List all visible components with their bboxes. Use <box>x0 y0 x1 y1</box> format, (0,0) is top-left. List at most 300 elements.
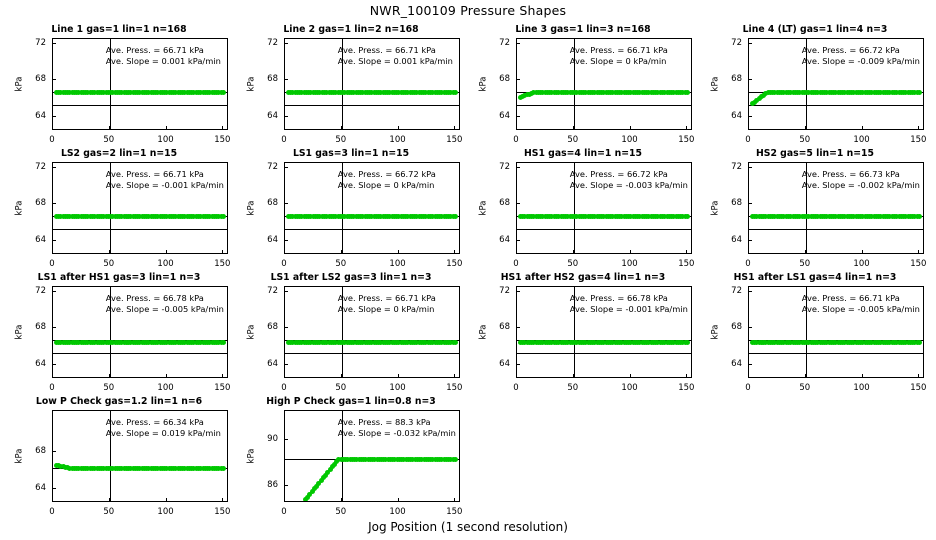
x-tick-mark <box>341 374 342 378</box>
data-point <box>221 214 226 219</box>
plot-area <box>284 286 460 378</box>
x-tick-label: 50 <box>103 135 115 145</box>
y-tick-mark <box>516 240 520 241</box>
x-tick-label: 100 <box>157 507 174 517</box>
x-tick-label: 150 <box>446 135 463 145</box>
y-tick-mark <box>284 240 288 241</box>
panel-ylabel: kPa <box>478 76 489 92</box>
y-tick-label: 68 <box>731 322 742 333</box>
y-tick-label: 68 <box>499 74 510 85</box>
ave-slope-annotation: Ave. Slope = -0.001 kPa/min <box>569 304 688 314</box>
ave-pressure-annotation: Ave. Press. = 66.78 kPa <box>569 293 668 303</box>
y-tick-label: 64 <box>267 235 278 246</box>
x-tick-label: 150 <box>910 383 927 393</box>
x-tick-label: 150 <box>910 259 927 269</box>
x-tick-mark <box>630 250 631 254</box>
y-tick-mark <box>52 327 56 328</box>
panel-ylabel: kPa <box>246 200 257 216</box>
reference-hline <box>53 229 227 230</box>
x-tick-mark <box>166 126 167 130</box>
x-tick-label: 0 <box>513 383 519 393</box>
x-tick-mark <box>398 498 399 502</box>
x-tick-mark <box>166 374 167 378</box>
data-point <box>221 340 226 345</box>
panel-ylabel: kPa <box>478 200 489 216</box>
x-tick-label: 150 <box>446 259 463 269</box>
y-tick-mark <box>284 167 288 168</box>
y-tick-mark <box>516 43 520 44</box>
x-tick-label: 0 <box>49 259 55 269</box>
data-point <box>453 340 458 345</box>
chart-panel <box>8 272 230 396</box>
data-point <box>221 466 226 471</box>
x-tick-label: 50 <box>335 135 347 145</box>
x-tick-mark <box>52 498 53 502</box>
data-point <box>685 90 690 95</box>
ave-pressure-annotation: Ave. Press. = 66.71 kPa <box>337 293 436 303</box>
y-tick-mark <box>516 116 520 117</box>
ave-pressure-annotation: Ave. Press. = 66.71 kPa <box>105 169 204 179</box>
y-tick-label: 72 <box>731 37 742 48</box>
x-tick-mark <box>630 374 631 378</box>
data-point <box>917 90 922 95</box>
ave-pressure-annotation: Ave. Press. = 66.73 kPa <box>801 169 900 179</box>
y-tick-mark <box>52 240 56 241</box>
x-tick-mark <box>454 126 455 130</box>
x-tick-label: 100 <box>389 259 406 269</box>
plot-area <box>284 162 460 254</box>
ave-pressure-annotation: Ave. Press. = 66.72 kPa <box>801 45 900 55</box>
data-point <box>685 340 690 345</box>
x-tick-mark <box>398 250 399 254</box>
y-tick-label: 68 <box>35 198 46 209</box>
y-tick-mark <box>284 439 288 440</box>
y-tick-mark <box>284 116 288 117</box>
x-tick-mark <box>454 250 455 254</box>
y-tick-label: 64 <box>267 111 278 122</box>
x-tick-label: 100 <box>621 135 638 145</box>
x-tick-label: 0 <box>745 259 751 269</box>
y-tick-label: 68 <box>35 74 46 85</box>
y-tick-mark <box>748 79 752 80</box>
y-tick-label: 68 <box>731 198 742 209</box>
x-tick-label: 150 <box>910 135 927 145</box>
y-tick-label: 68 <box>499 198 510 209</box>
x-tick-label: 150 <box>446 383 463 393</box>
y-tick-mark <box>52 116 56 117</box>
y-tick-label: 86 <box>267 479 278 490</box>
ave-slope-annotation: Ave. Slope = 0 kPa/min <box>337 180 435 190</box>
ave-slope-annotation: Ave. Slope = 0 kPa/min <box>569 56 667 66</box>
chart-panel <box>240 272 462 396</box>
plot-area <box>284 410 460 502</box>
y-tick-label: 68 <box>267 198 278 209</box>
y-tick-label: 64 <box>35 235 46 246</box>
panel-title: LS1 gas=3 lin=1 n=15 <box>292 148 410 159</box>
plot-area <box>516 286 692 378</box>
y-tick-label: 64 <box>731 111 742 122</box>
reference-hline <box>749 229 923 230</box>
y-tick-label: 72 <box>731 161 742 172</box>
x-tick-label: 50 <box>103 259 115 269</box>
data-point <box>453 214 458 219</box>
y-tick-mark <box>52 451 56 452</box>
x-tick-label: 150 <box>446 507 463 517</box>
panel-title: HS1 after LS1 gas=4 lin=1 n=3 <box>733 272 897 283</box>
ave-slope-annotation: Ave. Slope = -0.001 kPa/min <box>105 180 224 190</box>
chart-panel <box>704 24 926 148</box>
data-point <box>917 340 922 345</box>
ave-pressure-annotation: Ave. Press. = 66.72 kPa <box>337 169 436 179</box>
reference-hline <box>285 105 459 106</box>
x-tick-label: 0 <box>281 383 287 393</box>
y-tick-label: 64 <box>499 359 510 370</box>
x-tick-mark <box>52 374 53 378</box>
figure-xlabel: Jog Position (1 second resolution) <box>368 520 568 534</box>
x-tick-mark <box>284 498 285 502</box>
x-tick-mark <box>918 374 919 378</box>
x-tick-mark <box>284 250 285 254</box>
y-tick-label: 72 <box>35 161 46 172</box>
reference-hline <box>749 105 923 106</box>
chart-panel <box>240 24 462 148</box>
panel-ylabel: kPa <box>14 76 25 92</box>
x-tick-label: 100 <box>157 135 174 145</box>
x-tick-label: 100 <box>853 135 870 145</box>
y-tick-label: 64 <box>731 235 742 246</box>
y-tick-mark <box>748 116 752 117</box>
reference-hline <box>53 353 227 354</box>
x-tick-label: 150 <box>214 135 231 145</box>
ave-pressure-annotation: Ave. Press. = 66.71 kPa <box>105 45 204 55</box>
data-point <box>917 214 922 219</box>
reference-hline <box>517 105 691 106</box>
data-point <box>685 214 690 219</box>
x-tick-mark <box>748 374 749 378</box>
y-tick-mark <box>52 79 56 80</box>
panel-title: LS1 after HS1 gas=3 lin=1 n=3 <box>37 272 201 283</box>
panel-title: Low P Check gas=1.2 lin=1 n=6 <box>35 396 203 407</box>
y-tick-label: 68 <box>499 322 510 333</box>
y-tick-mark <box>748 43 752 44</box>
x-tick-mark <box>748 126 749 130</box>
x-tick-mark <box>398 374 399 378</box>
x-tick-mark <box>573 374 574 378</box>
x-tick-mark <box>284 126 285 130</box>
x-tick-mark <box>222 498 223 502</box>
panel-title: HS1 gas=4 lin=1 n=15 <box>524 148 642 159</box>
y-tick-label: 72 <box>35 37 46 48</box>
panel-title: HS2 gas=5 lin=1 n=15 <box>756 148 874 159</box>
x-tick-mark <box>862 250 863 254</box>
panel-title: Line 1 gas=1 lin=1 n=168 <box>51 24 187 35</box>
y-tick-mark <box>284 79 288 80</box>
y-tick-mark <box>284 364 288 365</box>
reference-hline <box>285 353 459 354</box>
x-tick-mark <box>918 126 919 130</box>
x-tick-mark <box>862 126 863 130</box>
x-tick-mark <box>109 498 110 502</box>
reference-hline <box>517 229 691 230</box>
x-tick-mark <box>805 374 806 378</box>
y-tick-mark <box>52 43 56 44</box>
panel-title: LS1 after LS2 gas=3 lin=1 n=3 <box>270 272 432 283</box>
ave-pressure-annotation: Ave. Press. = 66.71 kPa <box>337 45 436 55</box>
x-tick-mark <box>686 250 687 254</box>
x-tick-label: 100 <box>621 383 638 393</box>
x-tick-mark <box>454 374 455 378</box>
y-tick-mark <box>52 488 56 489</box>
x-tick-mark <box>862 374 863 378</box>
y-tick-label: 72 <box>499 37 510 48</box>
x-tick-label: 50 <box>799 259 811 269</box>
reference-hline <box>53 105 227 106</box>
x-tick-mark <box>516 126 517 130</box>
panel-ylabel: kPa <box>14 200 25 216</box>
y-tick-mark <box>748 167 752 168</box>
y-tick-label: 90 <box>267 433 278 444</box>
x-tick-mark <box>52 250 53 254</box>
y-tick-mark <box>516 364 520 365</box>
x-tick-label: 100 <box>389 135 406 145</box>
y-tick-label: 68 <box>731 74 742 85</box>
panel-title: Line 3 gas=1 lin=3 n=168 <box>515 24 651 35</box>
chart-panel <box>240 396 462 520</box>
panel-ylabel: kPa <box>710 324 721 340</box>
chart-panel <box>472 148 694 272</box>
x-tick-label: 50 <box>799 383 811 393</box>
y-tick-mark <box>284 485 288 486</box>
x-tick-mark <box>630 126 631 130</box>
x-tick-label: 0 <box>281 259 287 269</box>
x-tick-label: 100 <box>157 259 174 269</box>
ave-pressure-annotation: Ave. Press. = 66.78 kPa <box>105 293 204 303</box>
x-tick-label: 0 <box>745 135 751 145</box>
ave-pressure-annotation: Ave. Press. = 66.71 kPa <box>801 293 900 303</box>
ave-slope-annotation: Ave. Slope = 0.019 kPa/min <box>105 428 221 438</box>
x-tick-label: 0 <box>49 507 55 517</box>
plot-area <box>52 286 228 378</box>
panel-title: LS2 gas=2 lin=1 n=15 <box>60 148 178 159</box>
y-tick-mark <box>284 291 288 292</box>
x-tick-mark <box>109 374 110 378</box>
x-tick-mark <box>918 250 919 254</box>
panel-title: Line 4 (LT) gas=1 lin=4 n=3 <box>742 24 888 35</box>
x-tick-label: 50 <box>103 507 115 517</box>
x-tick-mark <box>341 126 342 130</box>
y-tick-label: 72 <box>35 285 46 296</box>
plot-area <box>516 162 692 254</box>
reference-hline <box>517 353 691 354</box>
x-tick-label: 0 <box>49 383 55 393</box>
x-tick-label: 0 <box>745 383 751 393</box>
x-tick-mark <box>341 250 342 254</box>
y-tick-label: 72 <box>267 37 278 48</box>
x-tick-mark <box>805 126 806 130</box>
x-tick-mark <box>109 250 110 254</box>
x-tick-label: 150 <box>214 259 231 269</box>
chart-panel <box>240 148 462 272</box>
x-tick-mark <box>222 250 223 254</box>
y-tick-label: 72 <box>267 285 278 296</box>
reference-hline <box>285 229 459 230</box>
y-tick-label: 68 <box>267 322 278 333</box>
ave-slope-annotation: Ave. Slope = -0.005 kPa/min <box>801 304 920 314</box>
x-tick-label: 50 <box>335 259 347 269</box>
y-tick-mark <box>516 327 520 328</box>
ave-slope-annotation: Ave. Slope = -0.003 kPa/min <box>569 180 688 190</box>
x-tick-label: 50 <box>335 507 347 517</box>
panel-ylabel: kPa <box>478 324 489 340</box>
x-tick-label: 0 <box>281 507 287 517</box>
y-tick-mark <box>516 291 520 292</box>
x-tick-mark <box>109 126 110 130</box>
y-tick-mark <box>52 364 56 365</box>
panel-ylabel: kPa <box>710 76 721 92</box>
y-tick-label: 72 <box>267 161 278 172</box>
figure-title: NWR_100109 Pressure Shapes <box>369 3 567 18</box>
y-tick-label: 72 <box>499 161 510 172</box>
reference-hline <box>749 353 923 354</box>
x-tick-mark <box>748 250 749 254</box>
y-tick-label: 64 <box>267 359 278 370</box>
x-tick-label: 0 <box>513 135 519 145</box>
ave-slope-annotation: Ave. Slope = -0.032 kPa/min <box>337 428 456 438</box>
x-tick-label: 100 <box>621 259 638 269</box>
x-tick-label: 0 <box>513 259 519 269</box>
x-tick-mark <box>573 250 574 254</box>
y-tick-mark <box>284 203 288 204</box>
ave-slope-annotation: Ave. Slope = 0.001 kPa/min <box>105 56 221 66</box>
chart-panel <box>8 148 230 272</box>
y-tick-mark <box>748 327 752 328</box>
x-tick-label: 50 <box>103 383 115 393</box>
x-tick-label: 100 <box>853 383 870 393</box>
ave-slope-annotation: Ave. Slope = -0.005 kPa/min <box>105 304 224 314</box>
y-tick-label: 68 <box>35 446 46 457</box>
ave-slope-annotation: Ave. Slope = 0.001 kPa/min <box>337 56 453 66</box>
x-tick-mark <box>341 498 342 502</box>
chart-panel <box>704 272 926 396</box>
chart-panel <box>472 272 694 396</box>
x-tick-label: 50 <box>799 135 811 145</box>
plot-area <box>748 38 924 130</box>
y-tick-mark <box>516 167 520 168</box>
y-tick-label: 72 <box>731 285 742 296</box>
x-tick-label: 50 <box>567 259 579 269</box>
panel-ylabel: kPa <box>14 448 25 464</box>
y-tick-label: 68 <box>267 74 278 85</box>
y-tick-mark <box>516 203 520 204</box>
y-tick-label: 64 <box>35 359 46 370</box>
panel-title: High P Check gas=1 lin=0.8 n=3 <box>266 396 436 407</box>
x-tick-mark <box>52 126 53 130</box>
data-point <box>221 90 226 95</box>
x-tick-label: 100 <box>389 383 406 393</box>
y-tick-mark <box>284 43 288 44</box>
x-tick-label: 50 <box>567 383 579 393</box>
chart-panel <box>8 396 230 520</box>
chart-panel <box>472 24 694 148</box>
ave-slope-annotation: Ave. Slope = 0 kPa/min <box>337 304 435 314</box>
y-tick-label: 68 <box>35 322 46 333</box>
plot-area <box>284 38 460 130</box>
ave-pressure-annotation: Ave. Press. = 66.72 kPa <box>569 169 668 179</box>
chart-panel <box>8 24 230 148</box>
ave-pressure-annotation: Ave. Press. = 66.34 kPa <box>105 417 204 427</box>
panel-ylabel: kPa <box>246 448 257 464</box>
x-tick-mark <box>454 498 455 502</box>
y-tick-label: 72 <box>499 285 510 296</box>
x-tick-label: 50 <box>567 135 579 145</box>
plot-area <box>516 38 692 130</box>
plot-area <box>52 410 228 502</box>
y-tick-label: 64 <box>35 483 46 494</box>
x-tick-mark <box>686 126 687 130</box>
ave-pressure-annotation: Ave. Press. = 66.71 kPa <box>569 45 668 55</box>
x-tick-mark <box>222 126 223 130</box>
x-tick-label: 150 <box>214 507 231 517</box>
y-tick-mark <box>52 167 56 168</box>
y-tick-mark <box>748 203 752 204</box>
panel-ylabel: kPa <box>710 200 721 216</box>
y-tick-mark <box>52 203 56 204</box>
x-tick-label: 100 <box>853 259 870 269</box>
y-tick-mark <box>52 291 56 292</box>
x-tick-label: 0 <box>49 135 55 145</box>
y-tick-mark <box>748 291 752 292</box>
x-tick-label: 0 <box>281 135 287 145</box>
ave-slope-annotation: Ave. Slope = -0.009 kPa/min <box>801 56 920 66</box>
data-point <box>453 90 458 95</box>
x-tick-mark <box>284 374 285 378</box>
x-tick-mark <box>805 250 806 254</box>
x-tick-mark <box>166 498 167 502</box>
ave-slope-annotation: Ave. Slope = -0.002 kPa/min <box>801 180 920 190</box>
plot-area <box>52 162 228 254</box>
panel-ylabel: kPa <box>14 324 25 340</box>
x-tick-mark <box>398 126 399 130</box>
x-tick-mark <box>166 250 167 254</box>
ave-pressure-annotation: Ave. Press. = 88.3 kPa <box>337 417 431 427</box>
x-tick-mark <box>516 250 517 254</box>
panel-ylabel: kPa <box>246 324 257 340</box>
y-tick-mark <box>516 79 520 80</box>
y-tick-label: 64 <box>499 235 510 246</box>
y-tick-mark <box>748 240 752 241</box>
x-tick-label: 150 <box>214 383 231 393</box>
y-tick-mark <box>748 364 752 365</box>
y-tick-label: 64 <box>731 359 742 370</box>
chart-panel <box>704 148 926 272</box>
y-tick-label: 64 <box>499 111 510 122</box>
x-tick-label: 100 <box>157 383 174 393</box>
y-tick-label: 64 <box>35 111 46 122</box>
panel-title: Line 2 gas=1 lin=2 n=168 <box>283 24 419 35</box>
x-tick-label: 150 <box>678 383 695 393</box>
data-point <box>453 457 458 462</box>
panel-ylabel: kPa <box>246 76 257 92</box>
x-tick-mark <box>686 374 687 378</box>
x-tick-mark <box>573 126 574 130</box>
plot-area <box>748 286 924 378</box>
x-tick-label: 50 <box>335 383 347 393</box>
x-tick-label: 150 <box>678 135 695 145</box>
x-tick-label: 100 <box>389 507 406 517</box>
plot-area <box>748 162 924 254</box>
x-tick-label: 150 <box>678 259 695 269</box>
x-tick-mark <box>222 374 223 378</box>
